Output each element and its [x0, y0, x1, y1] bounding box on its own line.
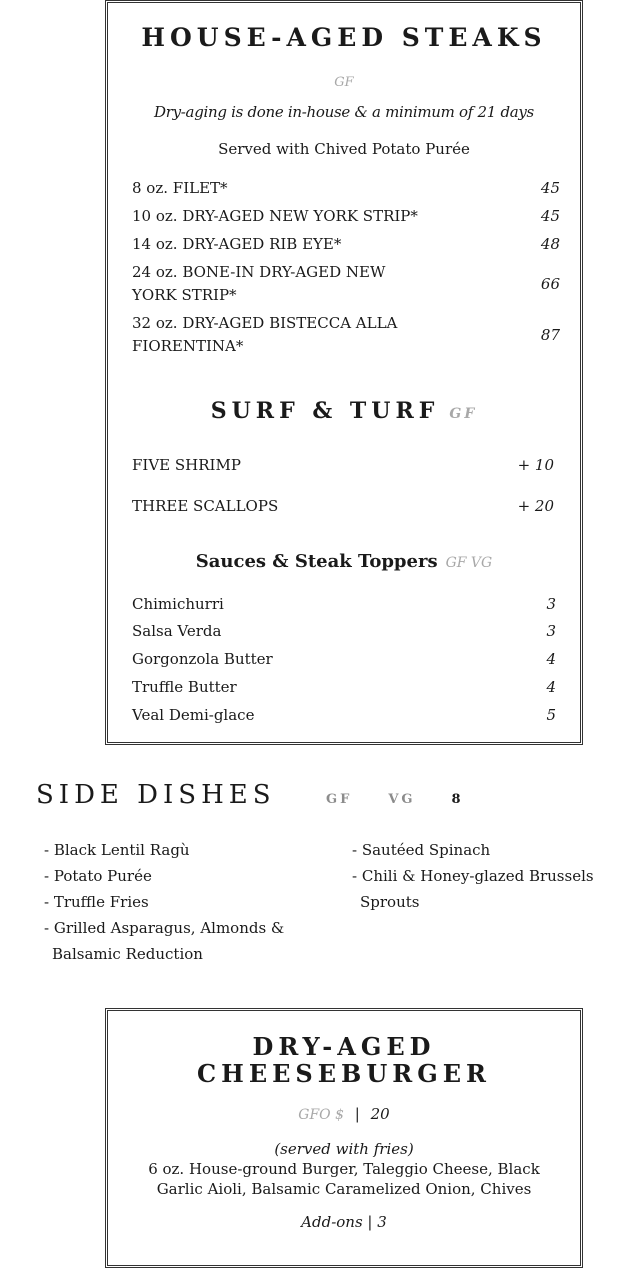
item-name: 14 oz. DRY-AGED RIB EYE*	[132, 235, 342, 253]
steaks-tag: GF	[334, 75, 354, 90]
item-name: Truffle Butter	[132, 678, 237, 696]
item-price: 5	[546, 706, 556, 724]
item-price: 45	[540, 207, 560, 225]
burger-price: 20	[370, 1105, 390, 1123]
burger-title-line1: DRY-AGED	[252, 1032, 436, 1061]
steaks-section	[105, 0, 583, 745]
item-name: FIVE SHRIMP	[132, 456, 241, 474]
item-price: + 10	[517, 456, 554, 474]
sauces-tag: GF VG	[445, 555, 493, 571]
item-name: 24 oz. BONE-IN DRY-AGED NEW YORK STRIP*	[132, 263, 386, 304]
sides-tag-gf: GF	[326, 792, 353, 807]
burger-addons: Add-ons | 3	[301, 1213, 387, 1231]
steaks-note: Dry-aging is done in-house & a minimum of 21 days	[154, 103, 534, 121]
menu-item	[132, 261, 560, 307]
item-price: 87	[540, 326, 560, 344]
item-price: 3	[546, 622, 556, 640]
item-name: Chimichurri	[132, 595, 224, 613]
surf-title	[108, 398, 580, 424]
sides-list-right	[352, 837, 612, 915]
item-price: 48	[540, 235, 560, 253]
item-price: 45	[540, 179, 560, 197]
menu-item	[132, 676, 556, 699]
burger-section	[105, 1008, 583, 1268]
menu-item	[132, 205, 560, 228]
list-item: - Grilled Asparagus, Almonds & Balsamic Reduction	[44, 919, 285, 963]
burger-price-line	[108, 1105, 580, 1123]
surf-tag: GF	[449, 406, 478, 422]
item-name: 8 oz. FILET*	[132, 179, 228, 197]
item-name: 10 oz. DRY-AGED NEW YORK STRIP*	[132, 207, 418, 225]
burger-description	[128, 1139, 560, 1199]
item-price: 66	[540, 275, 560, 293]
item-price: + 20	[517, 497, 554, 515]
item-name: Salsa Verda	[132, 622, 222, 640]
burger-desc-text: 6 oz. House-ground Burger, Taleggio Cheese, Black Garlic Aioli, Balsamic Caramelized Onion, Chives	[148, 1160, 540, 1198]
item-name: THREE SCALLOPS	[132, 497, 279, 515]
steaks-title: HOUSE-AGED STEAKS	[141, 23, 547, 52]
sauces-title-text: Sauces & Steak Toppers	[195, 551, 438, 572]
list-item: - Black Lentil Ragù	[44, 841, 190, 859]
sides-tag-vg: VG	[388, 792, 416, 807]
menu-item	[132, 704, 556, 727]
menu-item	[132, 620, 556, 643]
menu-item	[132, 177, 560, 200]
burger-tag: GFO $	[298, 1107, 344, 1123]
sides-title: SIDE DISHES	[36, 780, 276, 810]
item-name: Veal Demi-glace	[132, 706, 255, 724]
list-item: - Truffle Fries	[44, 893, 149, 911]
steaks-served: Served with Chived Potato Purée	[218, 140, 470, 158]
sides-list-left	[44, 837, 304, 967]
item-name: 32 oz. DRY-AGED BISTECCA ALLA FIORENTINA*	[132, 314, 398, 355]
sides-price: 8	[451, 792, 464, 807]
list-item: - Potato Purée	[44, 867, 152, 885]
menu-item	[132, 648, 556, 671]
item-price: 4	[546, 650, 556, 668]
sides-tags	[326, 792, 464, 807]
burger-title-line2: CHEESEBURGER	[197, 1059, 491, 1088]
burger-title	[108, 1033, 580, 1087]
item-price: 3	[546, 595, 556, 613]
list-item: - Sautéed Spinach	[352, 841, 491, 859]
item-price: 4	[546, 678, 556, 696]
menu-item	[132, 593, 556, 616]
item-name: Gorgonzola Butter	[132, 650, 273, 668]
menu-item	[132, 312, 560, 358]
menu-item	[132, 454, 554, 477]
menu-item	[132, 495, 554, 518]
list-item: - Chili & Honey-glazed Brussels Sprouts	[352, 867, 594, 911]
burger-served: (served with fries)	[274, 1140, 414, 1158]
menu-item	[132, 233, 560, 256]
burger-separator: |	[354, 1105, 360, 1123]
surf-title-text: SURF & TURF	[210, 398, 440, 424]
sauces-title	[108, 551, 580, 572]
